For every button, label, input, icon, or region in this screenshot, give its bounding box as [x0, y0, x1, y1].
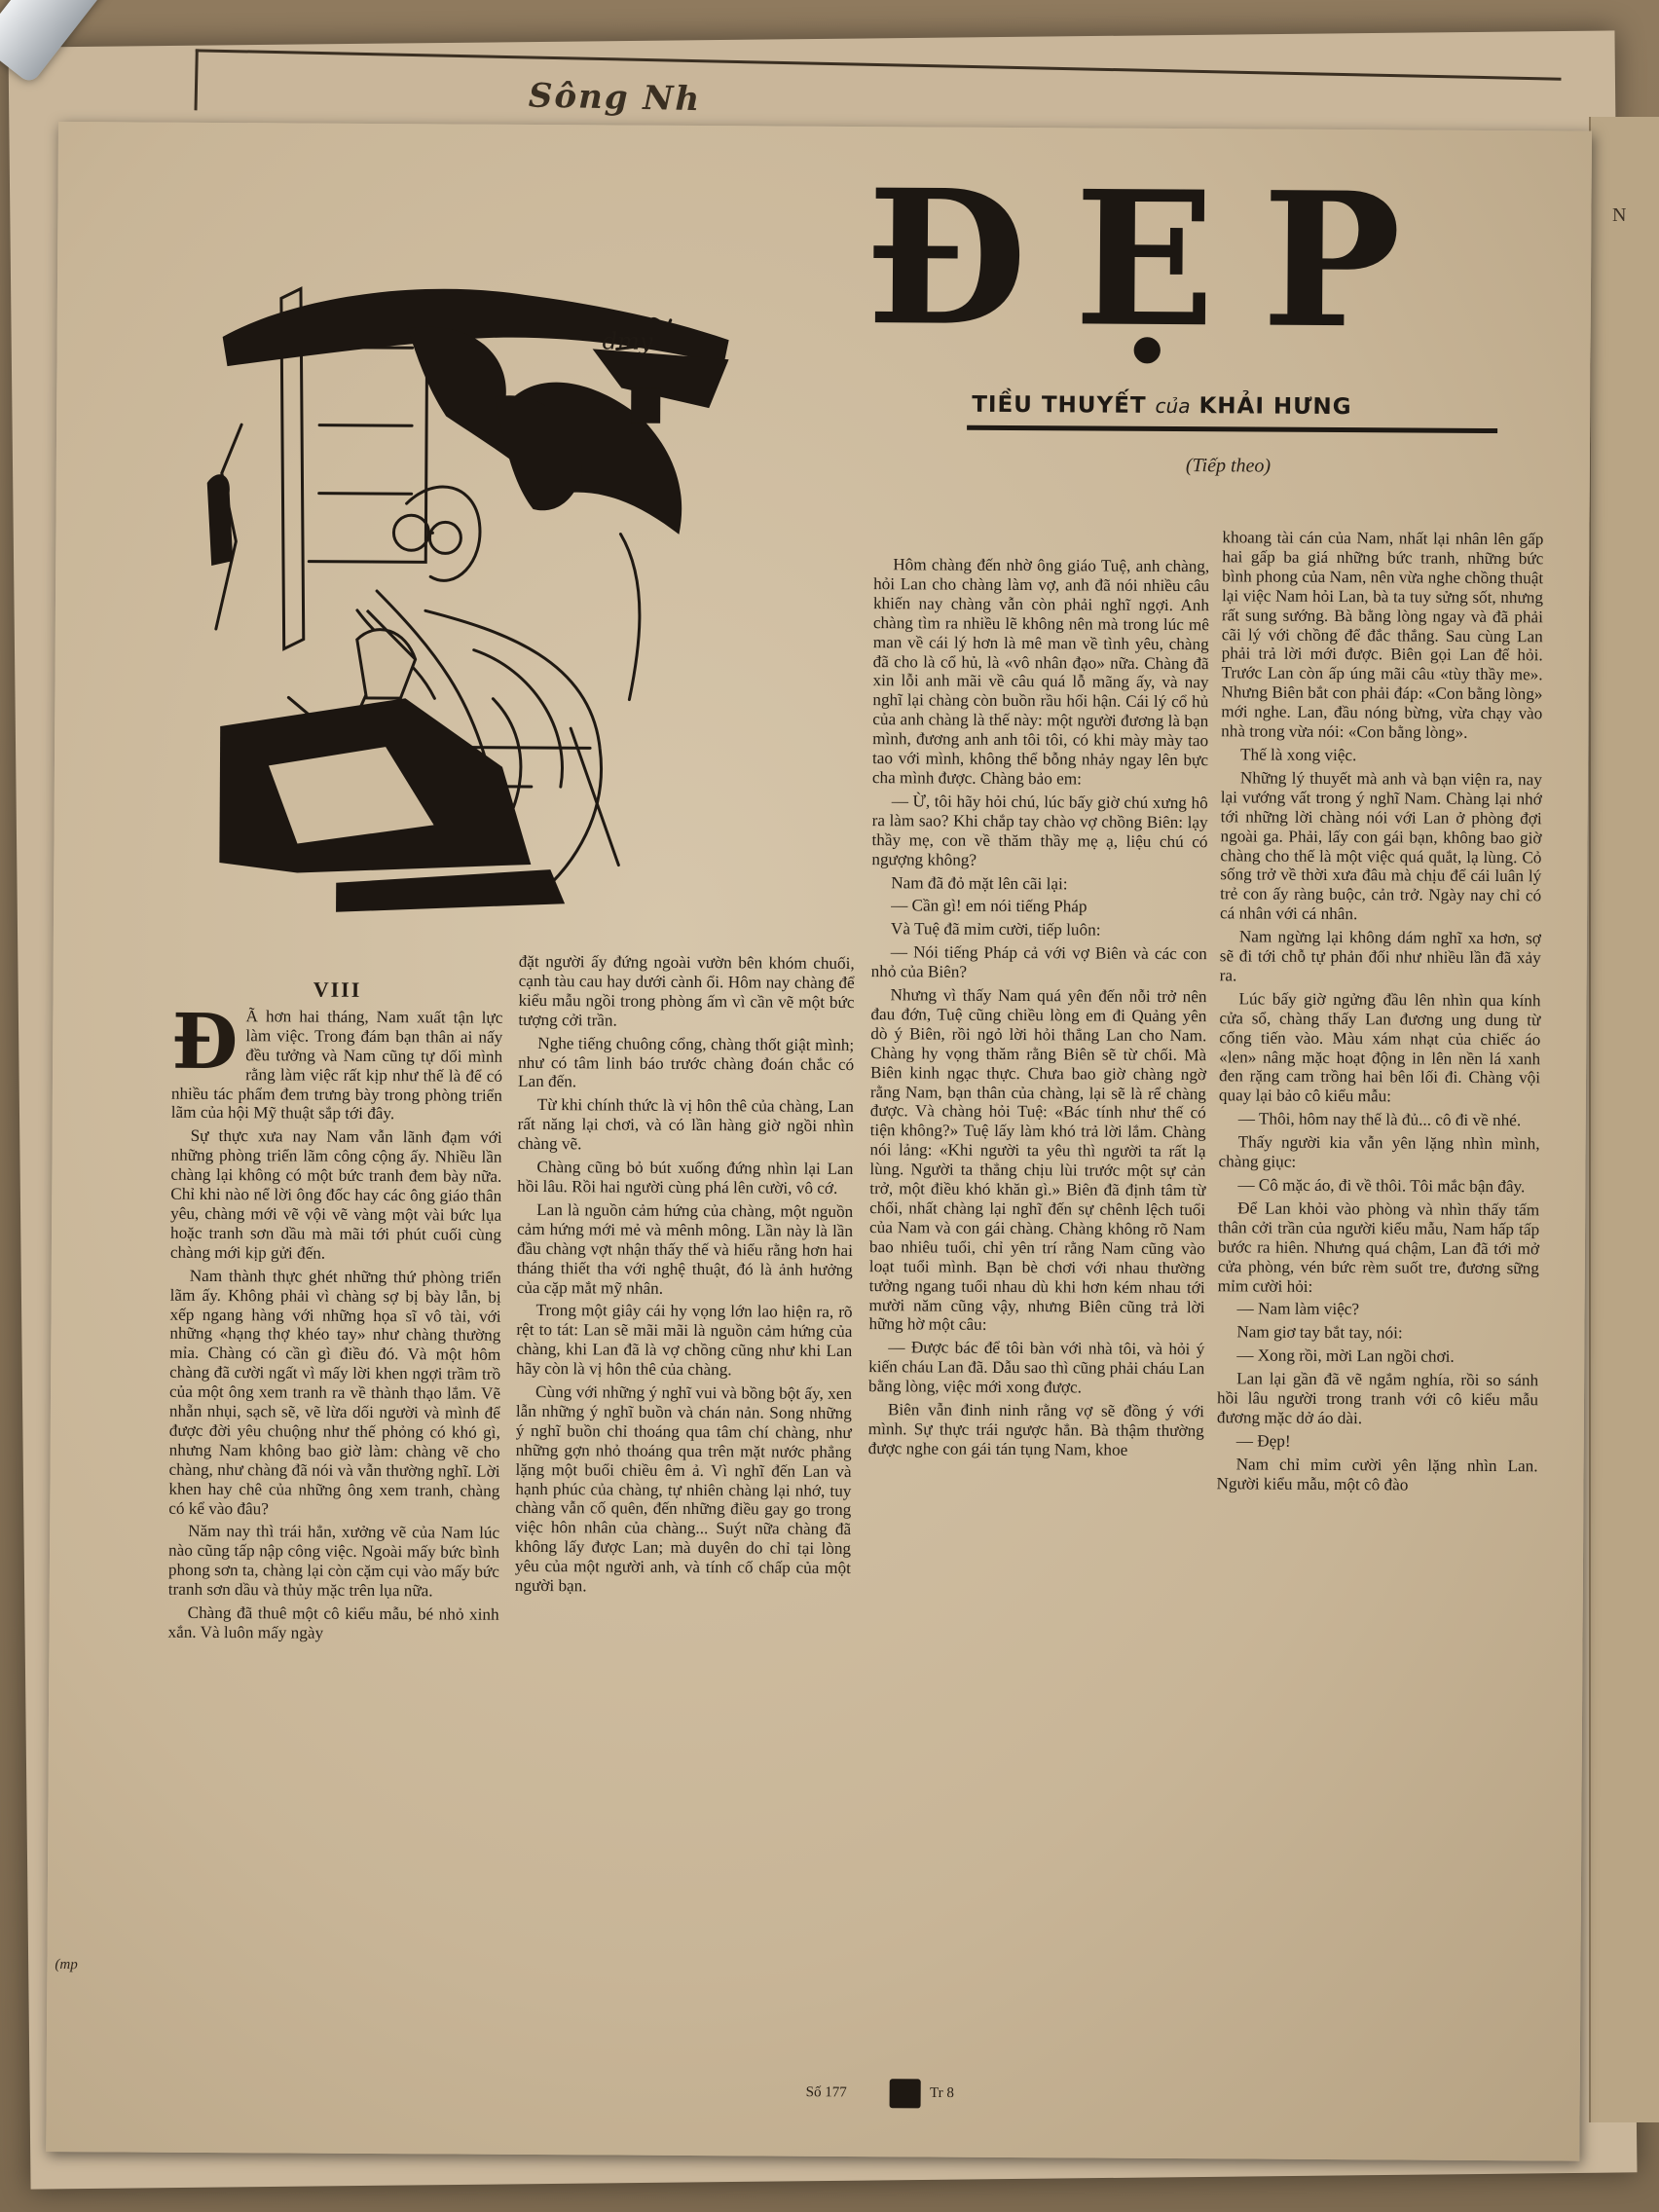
magazine-page: [46, 122, 1592, 2161]
paragraph: Năm nay thì trái hẳn, xưởng vẽ của Nam lúc nào cũng tấp nập công việc. Ngoài mấy bức bình phong sơn ta, chàng lại còn cặm cụi vào mấy bức tranh sơn dầu và thủy mặc trên lụa nữa.: [167, 1522, 500, 1601]
paragraph: Lúc bấy giờ ngửng đầu lên nhìn qua kính cửa sổ, chàng thấy Lan đương ung dung từ cổng tiến vào. Màu xám nhạt của chiếc áo «len» nâng mặc hoạt động in lên nền lá xanh đen rặng cam trồng hai bên lối đi. Chàng vội quay lại bảo cô kiểu mẫu:: [1218, 989, 1541, 1106]
paragraph: đặt người ấy đứng ngoài vườn bên khóm chuối, cạnh tàu cau hay dưới cành ổi. Hôm nay chàng để kiểu mẫu ngồi trong phòng ấm vì cần vẽ một bức tượng cởi trần.: [518, 951, 855, 1030]
paragraph: — Cần gì! em nói tiếng Pháp: [891, 896, 1088, 916]
paragraph: Biên vẫn đinh ninh rằng vợ sẽ đồng ý với mình. Sự thực trái ngược hẳn. Bà thậm thường được nghe con gái tán tụng Nam, khoe: [867, 1400, 1204, 1459]
magazine-logo-icon: [889, 2079, 920, 2108]
paragraph: Thế là xong việc.: [1239, 745, 1357, 765]
paragraph: — Thôi, hôm nay thế là đủ... cô đi về nhé.: [1237, 1109, 1522, 1130]
paragraph: Nam giơ tay bắt tay, nói:: [1236, 1322, 1403, 1343]
chapter-number: VIII: [313, 977, 362, 1002]
column-2: [515, 952, 855, 1602]
paragraph: Lan là nguồn cảm hứng của chàng, một nguồn cảm hứng mới mẻ và mênh mông. Lần này là lần đầu chàng vợt nhận thấy thế và hiểu rằng hơn hai tháng thiết tha với nghệ thuật, đó là ảnh hưởng của cặp mắt mỹ nhân.: [516, 1199, 854, 1298]
paragraph: — Được bác để tôi bàn với nhà tôi, và hỏi ý kiến cháu Lan đã. Dẫu sao thì cũng phải cháu Lan bằng lòng, việc mới xong được.: [868, 1338, 1205, 1397]
paragraph: — Nói tiếng Pháp cả với vợ Biên và các con nhỏ của Biên?: [870, 942, 1207, 981]
paragraph: Những lý thuyết mà anh và bạn viện ra, nay lại vướng vất trong ý nghĩ Nam. Chàng lại nhớ tới những lời chàng nói với Lan ở phòng đợi ngoài ga. Phải, lấy con gái bạn, không bao giờ chàng cho thế là một việc quá quắt, lạ lùng. Cỏ sống trở về thời xưa đâu mà chịu để cái luân lý trẻ con ấy ràng buộc, cản trở. Ngày nay chỉ có cá nhân với cá nhân.: [1219, 768, 1542, 924]
paragraph: Nghe tiếng chuông cổng, chàng thốt giật mình; như có tâm linh báo trước chàng đoán chắc có Lan đến.: [517, 1033, 855, 1091]
page-footer: [806, 2079, 1098, 2110]
story-title: ĐẸP: [865, 149, 1449, 370]
paragraph: Và Tuệ đã mỉm cười, tiếp luôn:: [890, 919, 1101, 940]
byline-author: KHẢI HƯNG: [1198, 393, 1352, 421]
byline-underline: [967, 425, 1497, 433]
paragraph: — Cô mặc áo, đi về thôi. Tôi mắc bận đây.: [1237, 1175, 1526, 1197]
paragraph: Cùng với những ý nghĩ vui và bồng bột ấy, xen lẫn những ý nghĩ buồn và chán nản. Song những ý nghĩ buồn chỉ thoáng qua tâm chí chàng, như những gợn nhỏ thoáng qua trên mặt nước phẳng lặng một buổi chiều êm ả. Vì nghĩ đến Lan và hạnh phúc của chàng, tự nhiên chàng lại nhớ, tuy chàng vẫn cố quên, đến những điều gay go trong việc hôn nhân của chàng... Suýt nữa chàng đã không lấy được Lan; mà duyên do chỉ tại lòng yêu của một người anh, và tính cố chấp của một người bạn.: [514, 1382, 853, 1596]
paragraph: — Ừ, tôi hãy hỏi chú, lúc bấy giờ chú xưng hô ra làm sao? Khi chắp tay chào vợ chồng Biên: lạy thầy mẹ, con về thăm thầy mẹ ạ, liệu chú có ngượng không?: [871, 792, 1208, 869]
column-3: [868, 555, 1210, 1464]
paragraph: Nam đã đỏ mặt lên cãi lại:: [891, 872, 1068, 893]
paragraph: Từ khi chính thức là vị hôn thê của chàng, Lan rất năng lại chơi, và có lần hàng giờ ngồi nhìn chàng vẽ.: [517, 1095, 854, 1154]
paragraph: Để Lan khỏi vào phòng và nhìn thấy tấm thân cởi trần của người kiểu mẫu, Nam hấp tấp bước ra hiên. Nhưng quá chậm, Lan đã tới mở cửa phòng, vén bức rèm suốt tre, đương sững mỉm cười hỏi:: [1217, 1198, 1540, 1296]
paragraph: — Xong rồi, mời Lan ngồi chơi.: [1236, 1346, 1455, 1367]
story-illustration: [180, 240, 856, 944]
paragraph: Trong một giây cái hy vọng lớn lao hiện ra, rõ rệt to tát: Lan sẽ mãi mãi là nguồn cảm hứng của chàng, khi Lan đã là vợ chồng cũng như khi Lan hãy còn là vị hôn thê của chàng.: [516, 1301, 853, 1380]
page-number: Tr 8: [929, 2084, 954, 2102]
paragraph: Ã hơn hai tháng, Nam xuất tận lực làm việc. Trong đám bạn thân ai nấy đều tưởng và Nam cũng tự dối mình rằng làm việc rất kịp như thế là để có nhiều tác phẩm đem trưng bày trong phòng triển lãm của hội Mỹ thuật sắp tới đây.: [170, 1007, 503, 1124]
column-4: [1216, 528, 1543, 1499]
paragraph: — Nam làm việc?: [1236, 1299, 1360, 1319]
paragraph: Chàng cũng bỏ bút xuống đứng nhìn lại Lan hồi lâu. Rồi hai người cùng phá lên cười, vô cớ.: [517, 1158, 854, 1198]
paragraph: Sự thực xưa nay Nam vẫn lãnh đạm với những phòng triển lãm công cộng ấy. Nhiều lần chàng lại không có một bức tranh đem bày nữa. Chỉ khi nào nể lời ông đốc hay các ông giáo thân yêu, chàng mới vẽ vội vẽ vàng một vài bức lụa hoặc tranh sơn dầu mà mãi tới phút cuối cùng chàng mới kịp gửi đến.: [169, 1126, 502, 1263]
paragraph: Nhưng vì thấy Nam quá yên đến nỗi trở nên đau đớn, Tuệ cũng chiều lòng em đi Quảng yên dò ý Biên, rồi ngỏ lời hỏi thẳng Lan cho Nam. Chàng hy vọng thăm rằng Biên sẽ từ chối. Mà Biên kinh ngạc thực. Chưa bao giờ chàng ngờ rằng Nam, bạn thân của chàng, lại sẽ là rể chàng được. Và chàng hỏi Tuệ: «Bác tính như thế có tiện không?» Tuệ lấy làm khó trả lời lắm. Chàng nói lảng: «Khi người ta yêu thì người ta rất lạ lùng. Người ta thẳng chịu lùi trước một sự cản trở, một điều khó khăn gì.» Biên đã định tâm từ chối, nhất chàng lại nghĩ đến sự chênh lệch tuổi của Nam và con gái chàng. Chàng không rõ Nam bao nhiêu tuổi, chỉ yên trí rằng Nam cũng vào loạt tuổi mình. Bạn bè chơi với nhau thường tưởng ngang tuổi nhau dù khi hơn kém nhau tới mười năm cũng vậy, nhưng Biên cũng trả lời hững hờ một câu:: [868, 985, 1207, 1335]
paragraph: Nam chỉ mỉm cười yên lặng nhìn Lan. Người kiểu mẫu, một cô đào: [1216, 1455, 1538, 1494]
byline: [972, 392, 1556, 422]
issue-number: Số 177: [805, 2084, 847, 2101]
byline-of: của: [1155, 393, 1191, 419]
next-page-edge: [1589, 117, 1659, 2122]
paragraph: — Đẹp!: [1235, 1431, 1291, 1451]
underlying-header-text: Sông Nh: [528, 76, 702, 120]
continued-note: (Tiếp theo): [1185, 455, 1272, 477]
drop-cap: Đ: [170, 997, 239, 1088]
paragraph: Hôm chàng đến nhờ ông giáo Tuệ, anh chàng, hỏi Lan cho chàng làm vợ, anh đã nói nhiều câu khiến nay chàng vẫn còn phải nghĩ ngợi. Anh chàng tìm ra nhiều lẽ không nên mà trong lúc mê man về cái lý hơn là mê man về tình yêu, chàng đã cho là cổ hủ, là «vô nhân đạo» nữa. Chàng đã xin lỗi anh mãi về câu quá lỗ mãng ấy, và nay nghĩ lại chàng còn buồn rầu hối hận. Cái lý cổ hủ của anh chàng là thế này: một người đương là bạn mình, đương anh anh tôi tôi, có khi mày mày tao tao với mình, không thể bỗng nhảy ngay lên bực cha mình được. Chàng bảo em:: [871, 555, 1210, 789]
paragraph: Chàng đã thuê một cô kiểu mẫu, bé nhỏ xinh xắn. Và luôn mấy ngày: [167, 1603, 499, 1642]
byline-genre: TIỀU THUYẾT: [972, 391, 1147, 419]
paragraph: Thấy người kia vẫn yên lặng nhìn mình, chàng giục:: [1218, 1132, 1540, 1171]
paragraph: Lan lại gần đã vẽ ngắm nghía, rồi so sánh hồi lâu người trong tranh với cô kiểu mẫu đương mặc dở áo dài.: [1216, 1369, 1539, 1428]
illustration-signature: dmy: [602, 327, 653, 355]
column-1: [167, 979, 502, 1648]
paragraph: Nam ngừng lại không dám nghĩ xa hơn, sợ sẽ đi tới chỗ tự phản đối như nhiều lần đã xảy ra.: [1219, 927, 1541, 985]
paragraph: Nam thành thực ghét những thứ phòng triển lãm ấy. Không phải vì chàng sợ bị bày lẫn, bị xếp ngang hàng với những họa sĩ vô tài, với những «hạng thợ khéo tay» như chàng thường mỉa. Chàng có cần gì điều đó. Và một hôm chàng đã cười ngất vì mấy lời khen ngợi trầm trồ của một ông xem tranh ra về thành thạo lắm. Vẽ nhẵn nhụi, sạch sẽ, vẽ lừa dối người và mình để được đời yêu chuộng như thế phỏng có khó gì, nhưng Nam không bao giờ làm: chàng vẽ cho chàng, như chàng đã nói và vẫn thường nghĩ. Lời khen hay chê của những ông xem tranh, chàng có kể vào đâu?: [168, 1266, 501, 1518]
next-page-edge-text: N: [1612, 204, 1627, 226]
paragraph: khoang tài cán của Nam, nhất lại nhân lên gấp hai gấp ba giá những bức tranh, những bức bình phong của Nam, nên vừa nghe chồng thuật lại việc Nam hỏi Lan, bà ta tuy sửng sốt, nhưng rất sung sướng. Bà bằng lòng ngay và đã phải cãi lý với chồng để đắc thắng. Sau cùng Lan phải trả lời mới được. Biên gọi Lan để hỏi. Trước Lan còn ấp úng mãi câu «tùy thầy me». Nhưng Biên bắt con phải đáp: «Con bằng lòng» mới nghe. Lan, đầu nóng bừng, vừa chạy vào nhà trong vừa nói: «Con bằng lòng».: [1221, 528, 1544, 742]
margin-note: (mp: [55, 1957, 78, 1973]
